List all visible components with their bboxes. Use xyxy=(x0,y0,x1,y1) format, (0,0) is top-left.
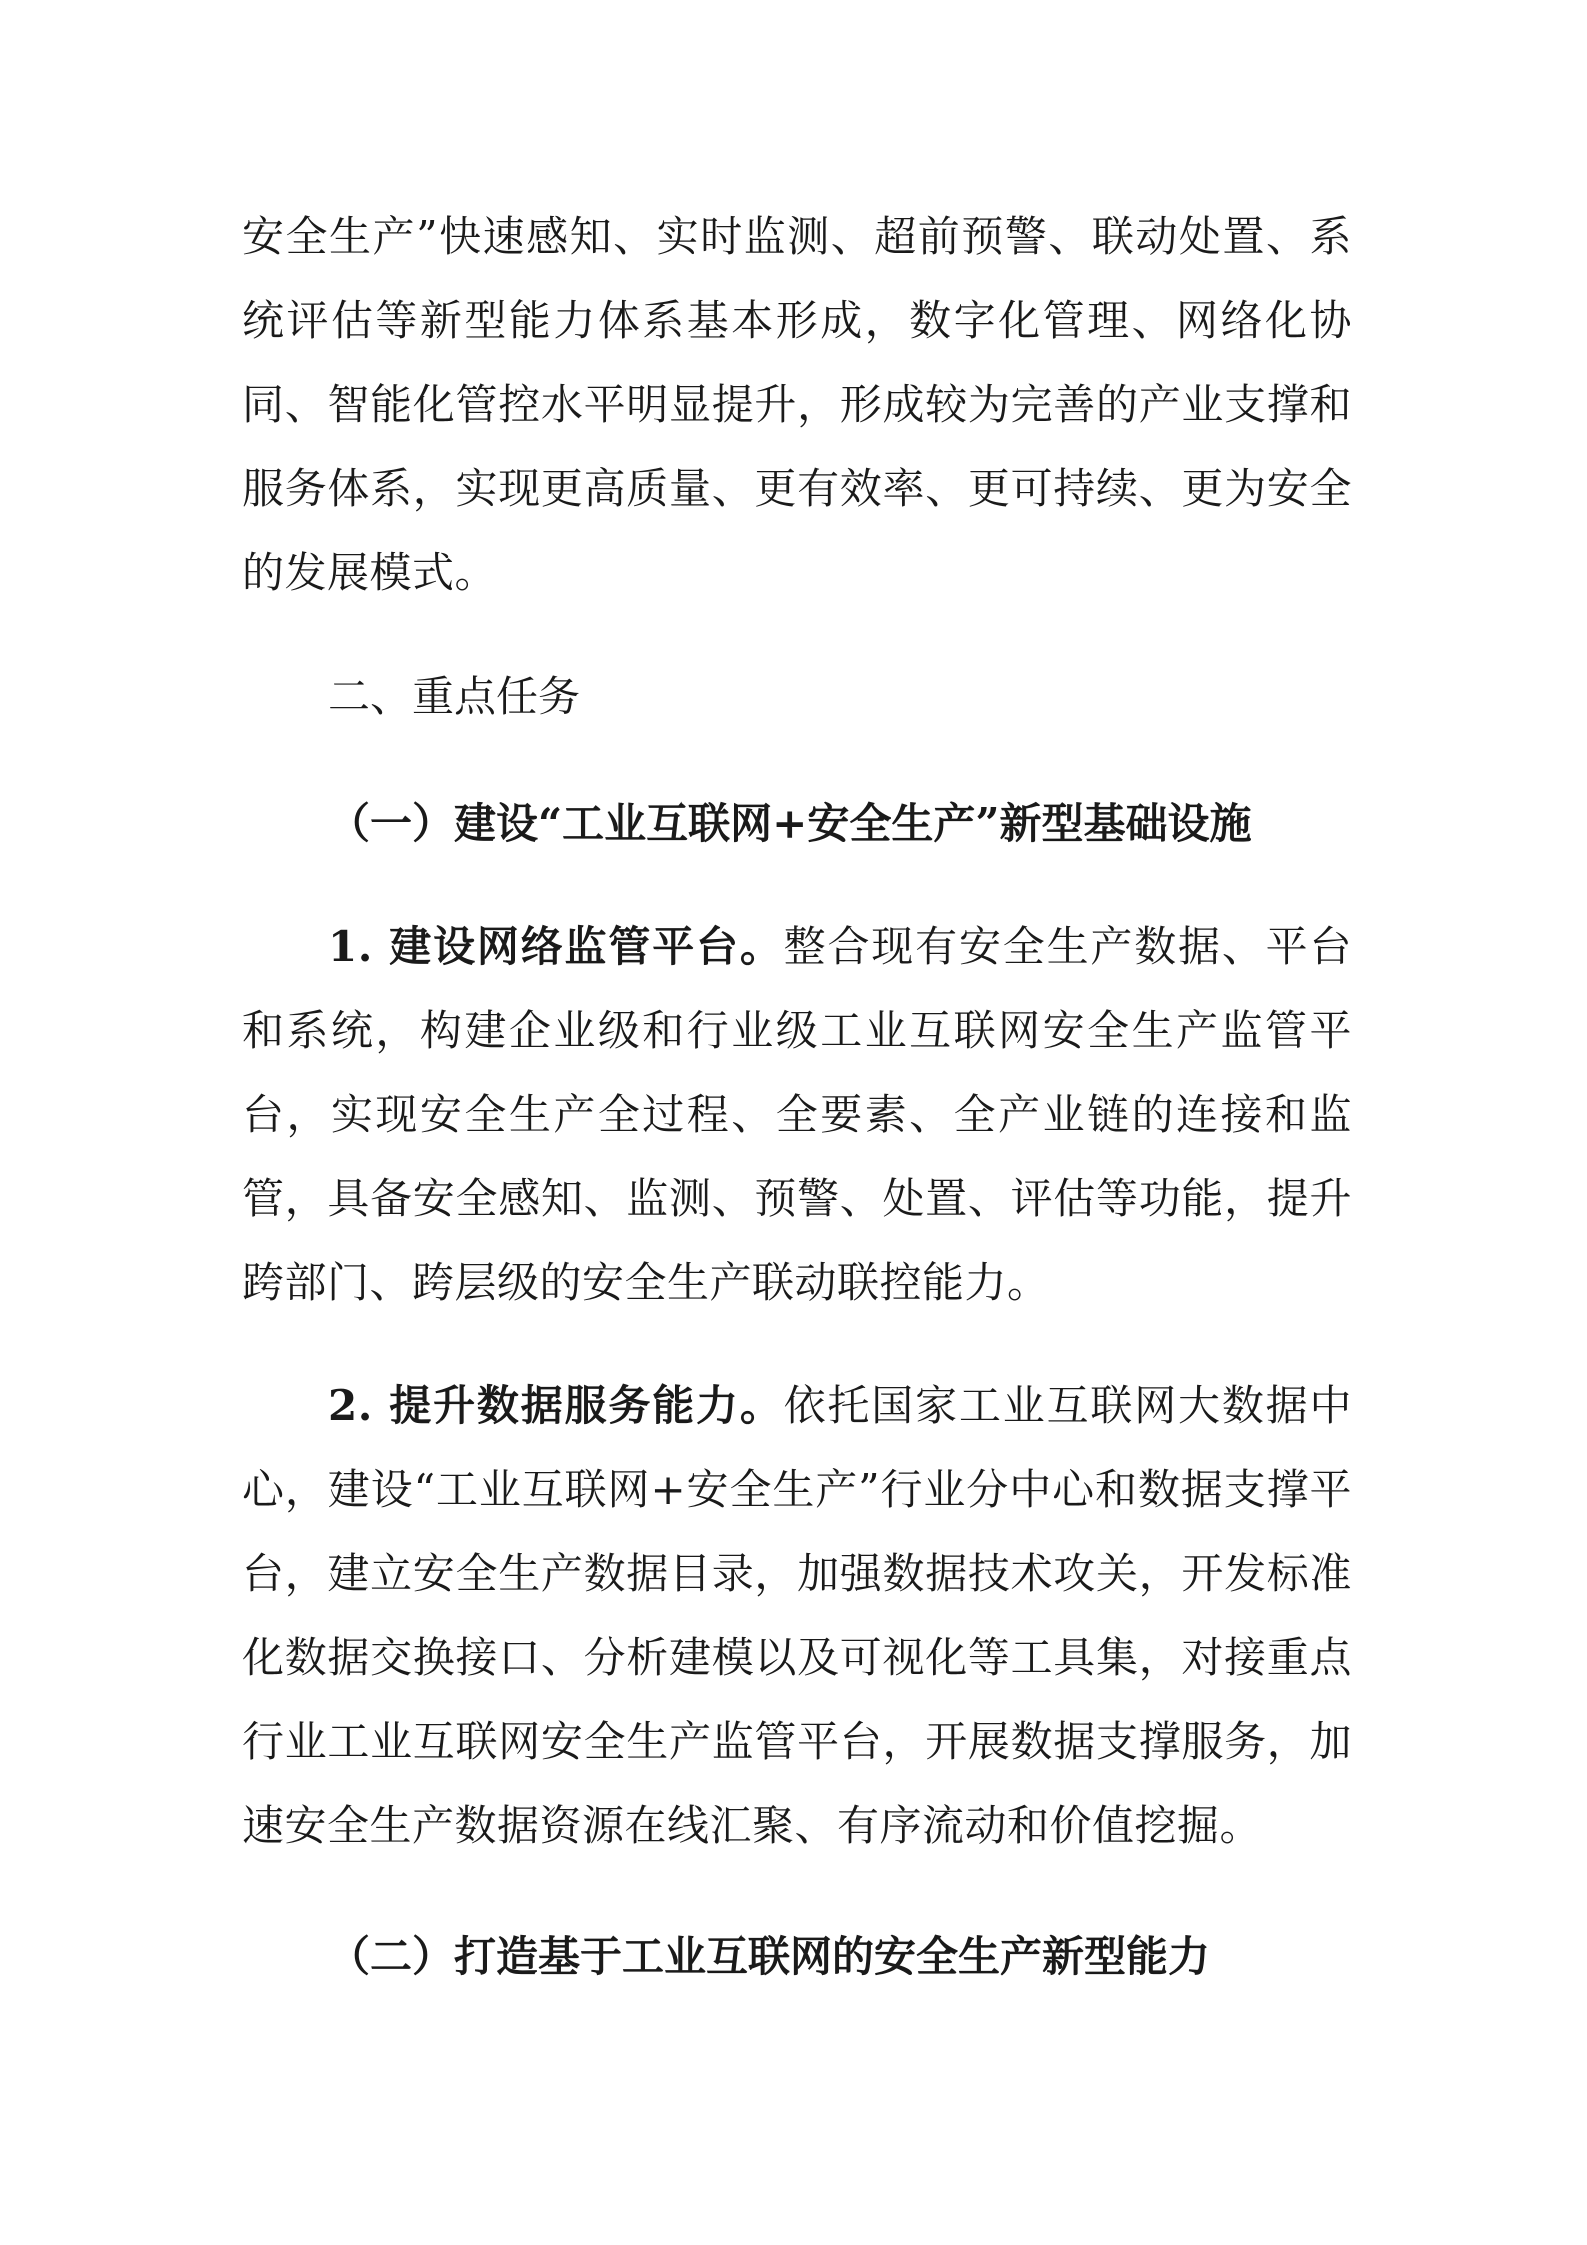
paragraph-item-2 xyxy=(242,1364,1352,1868)
item-2-body: 依托国家工业互联网大数据中心，建设“工业互联网+安全生产”行业分中心和数据支撑平台，建立安全生产数据目录，加强数据技术攻关，开发标准化数据交换接口、分析建模以及可视化等工具集，对接重点行业工业互联网安全生产监管平台，开展数据支撑服务，加速安全生产数据资源在线汇聚、有序流动和价值挖掘。 xyxy=(242,1381,1352,1850)
subsection-heading-capability: （二）打造基于工业互联网的安全生产新型能力 xyxy=(328,1932,1211,1981)
item-2-title: 2. 提升数据服务能力。 xyxy=(328,1381,784,1430)
paragraph-intro: 安全生产”快速感知、实时监测、超前预警、联动处置、系统评估等新型能力体系基本形成，数字化管理、网络化协同、智能化管控水平明显提升，形成较为完善的产业支撑和服务体系，实现更高质量、更有效率、更可持续、更为安全的发展模式。 xyxy=(242,212,1352,597)
item-1-body: 整合现有安全生产数据、平台和系统，构建企业级和行业级工业互联网安全生产监管平台，实现安全生产全过程、全要素、全产业链的连接和监管，具备安全感知、监测、预警、处置、评估等功能，提升跨部门、跨层级的安全生产联动联控能力。 xyxy=(242,922,1352,1307)
paragraph-item-1 xyxy=(242,905,1352,1325)
subsection-heading-infrastructure: （一）建设“工业互联网+安全生产”新型基础设施 xyxy=(328,799,1252,848)
section-heading-key-tasks: 二、重点任务 xyxy=(328,672,581,721)
item-1-title: 1. 建设网络监管平台。 xyxy=(328,922,784,971)
